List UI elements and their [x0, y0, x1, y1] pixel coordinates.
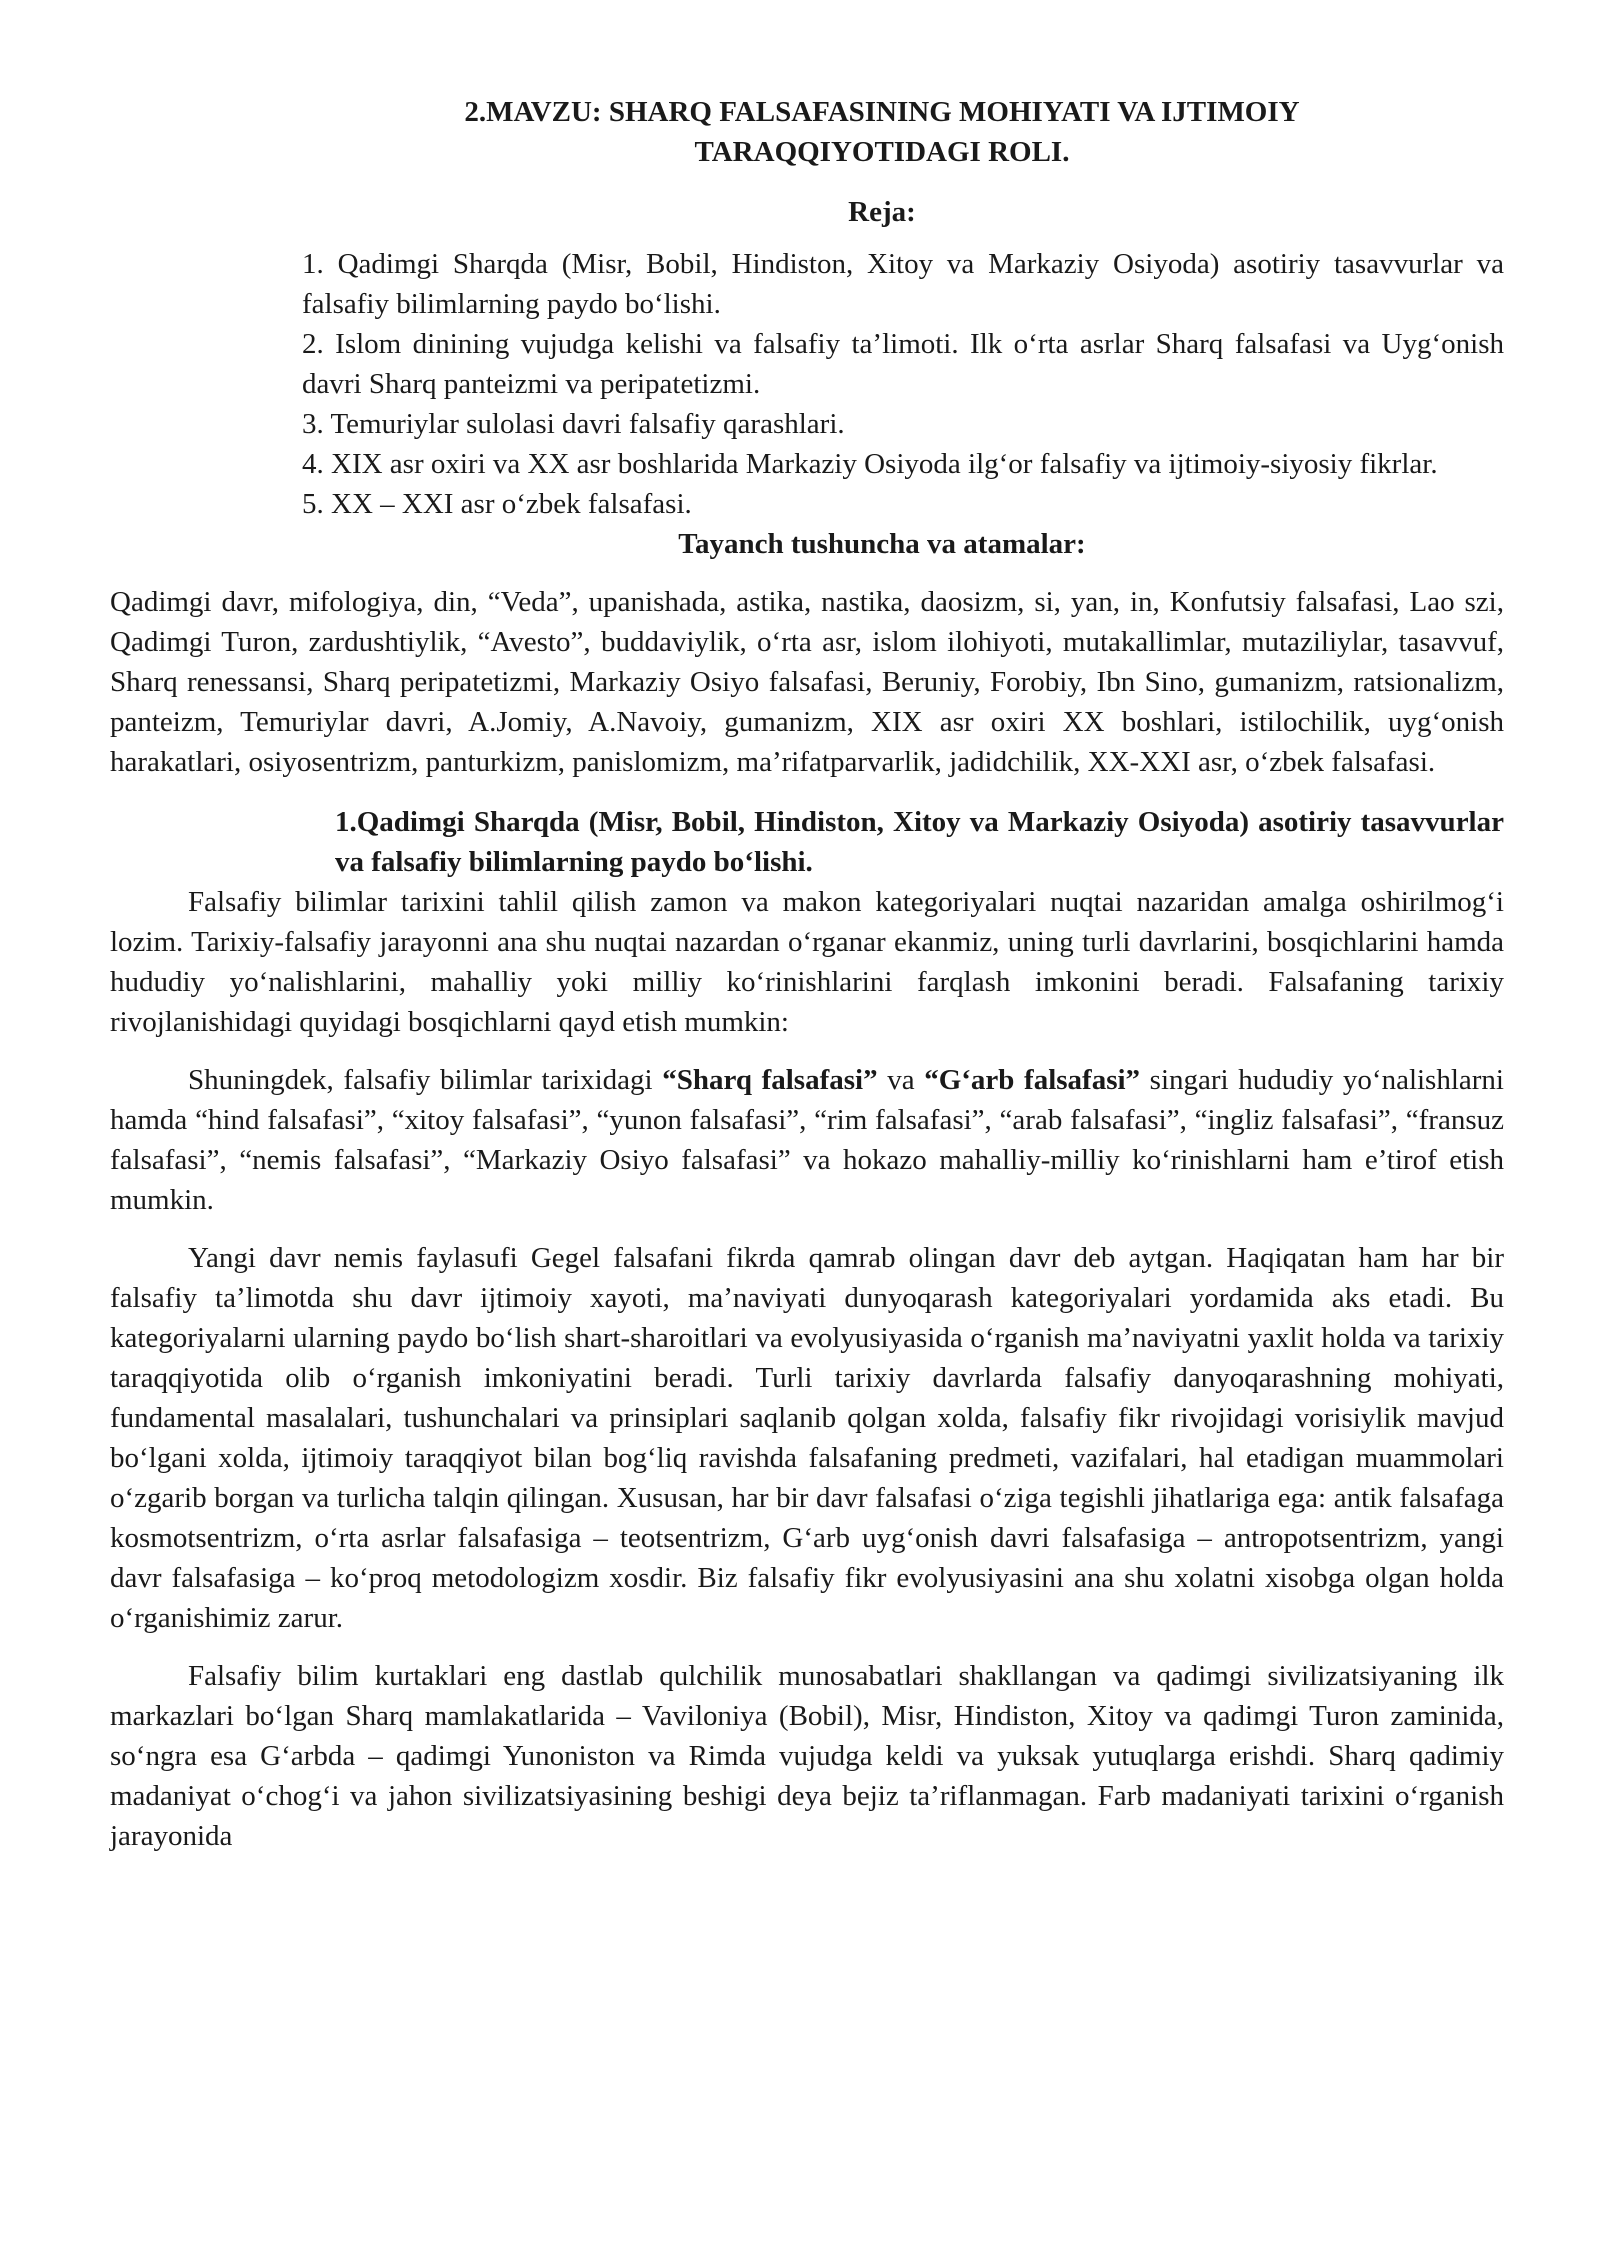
section-heading: 1.Qadimgi Sharqda (Misr, Bobil, Hindiston, Xitoy va Markaziy Osiyoda) asotiriy tasavvurlar va falsafiy bilimlarning paydo bo‘lishi. [335, 806, 1504, 878]
document-title [230, 92, 1504, 172]
paragraph-2: Shuningdek, falsafiy bilimlar tarixidagi “Sharq falsafasi” va “G‘arb falsafasi” singari hududiy yo‘nalishlarni hamda “hind falsafasi”, “xitoy falsafasi”, “yunon falsafasi”, “rim falsafasi”, “arab falsafasi”, “ingliz falsafasi”, “fransuz falsafasi”, “nemis falsafasi”, “Markaziy Osiyo falsafasi” va hokazo mahalliy-milliy ko‘rinishlarni ham e’tirof etish mumkin. [110, 1064, 1504, 1216]
title-line-2: TARAQQIYOTIDAGI ROLI. [694, 136, 1070, 168]
key-terms-text: Qadimgi davr, mifologiya, din, “Veda”, upanishada, astika, nastika, daosizm, si, yan, in, Konfutsiy falsafasi, Lao szi, Qadimgi Turon, zardushtiylik, “Avesto”, buddaviylik, o‘rta asr, islom ilohiyoti, mutakallimlar, mutaziliylar, tasavvuf, Sharq renessansi, Sharq peripatetizmi, Markaziy Osiyo falsafasi, Beruniy, Forobiy, Ibn Sino, gumanizm, ratsionalizm, panteizm, Temuriylar davri, A.Jomiy, A.Navoiy, gumanizm, XIX asr oxiri XX boshlari, istilochilik, uyg‘onish harakatlari, osiyosentrizm, panturkizm, panislomizm, ma’rifatparvarlik, jadidchilik, XX-XXI asr, o‘zbek falsafasi. [110, 586, 1504, 778]
paragraph-1: Falsafiy bilimlar tarixini tahlil qilish zamon va makon kategoriyalari nuqtai nazaridan amalga oshirilmog‘i lozim. Tarixiy-falsafiy jarayonni ana shu nuqtai nazardan o‘rganar ekanmiz, uning turli davrlarini, bosqichlarini hamda hududiy yo‘nalishlarini, mahalliy yoki milliy ko‘rinishlarini farqlash imkonini beradi. Falsafaning tarixiy rivojlanishidagi quyidagi bosqichlarni qayd etish mumkin: [110, 886, 1504, 1038]
paragraph-3: Yangi davr nemis faylasufi Gegel falsafani fikrda qamrab olingan davr deb aytgan. Haqiqatan ham har bir falsafiy ta’limotda shu davr ijtimoiy xayoti, ma’naviyati dunyoqarash kategoriyalari yordamida aks etadi. Bu kategoriyalarni ularning paydo bo‘lish shart-sharoitlari va evolyusiyasida o‘rganish ma’naviyatni yaxlit holda va tarixiy taraqqiyotida olib o‘rganish imkoniyatini beradi. Turli tarixiy davrlarda falsafiy danyoqarashning mohiyati, fundamental masalalari, tushunchalari va prinsiplari saqlanib qolgan xolda, falsafiy fikr rivojidagi vorisiylik mavjud bo‘lgani xolda, ijtimoiy taraqqiyot bilan bog‘liq ravishda falsafaning predmeti, vazifalari, hal etadigan muammolari o‘zgarib borgan va turlicha talqin qilingan. Xususan, har bir davr falsafasi o‘ziga tegishli jihatlariga ega: antik falsafaga kosmotsentrizm, o‘rta asrlar falsafasiga – teotsentrizm, G‘arb uyg‘onish davri falsafasiga – antropotsentrizm, yangi davr falsafasiga – ko‘proq metodologizm xosdir. Biz falsafiy fikr evolyusiyasini ana shu xolatni xisobga olgan holda o‘rganishimiz zarur. [110, 1242, 1504, 1634]
plan-heading: Reja: [848, 196, 916, 228]
plan-item-1: 1. Qadimgi Sharqda (Misr, Bobil, Hindiston, Xitoy va Markaziy Osiyoda) asotiriy tasavvurlar va falsafiy bilimlarning paydo bo‘lishi. [302, 248, 1504, 320]
plan-item-4: 4. XIX asr oxiri va XX asr boshlarida Markaziy Osiyoda ilg‘or falsafiy va ijtimoiy-siyosiy fikrlar. [302, 448, 1438, 480]
bold-term-sharq: “Sharq falsafasi” [662, 1064, 878, 1096]
paragraph-4: Falsafiy bilim kurtaklari eng dastlab qulchilik munosabatlari shakllangan va qadimgi sivilizatsiyaning ilk markazlari bo‘lgan Sharq mamlakatlarida – Vaviloniya (Bobil), Misr, Hindiston, Xitoy va qadimgi Turon zaminida, so‘ngra esa G‘arbda – qadimgi Yunoniston va Rimda vujudga keldi va yuksak yutuqlarga erishdi. Sharq qadimiy madaniyat o‘chog‘i va jahon sivilizatsiyasining beshigi deya bejiz ta’riflanmagan. Farb madaniyati tarixini o‘rganish jarayonida [110, 1660, 1504, 1852]
plan-item-2: 2. Islom dinining vujudga kelishi va falsafiy ta’limoti. Ilk o‘rta asrlar Sharq falsafasi va Uyg‘onish davri Sharq panteizmi va peripatetizmi. [302, 328, 1504, 400]
plan-item-3: 3. Temuriylar sulolasi davri falsafiy qarashlari. [302, 408, 845, 440]
plan-item-5: 5. XX – XXI asr o‘zbek falsafasi. [302, 488, 692, 520]
key-terms-heading: Tayanch tushuncha va atamalar: [678, 528, 1086, 560]
bold-term-garb: “G‘arb falsafasi” [924, 1064, 1141, 1096]
title-line-1: 2.MAVZU: SHARQ FALSAFASINING MOHIYATI VA IJTIMOIY [464, 96, 1300, 128]
plan-list [230, 244, 1504, 524]
